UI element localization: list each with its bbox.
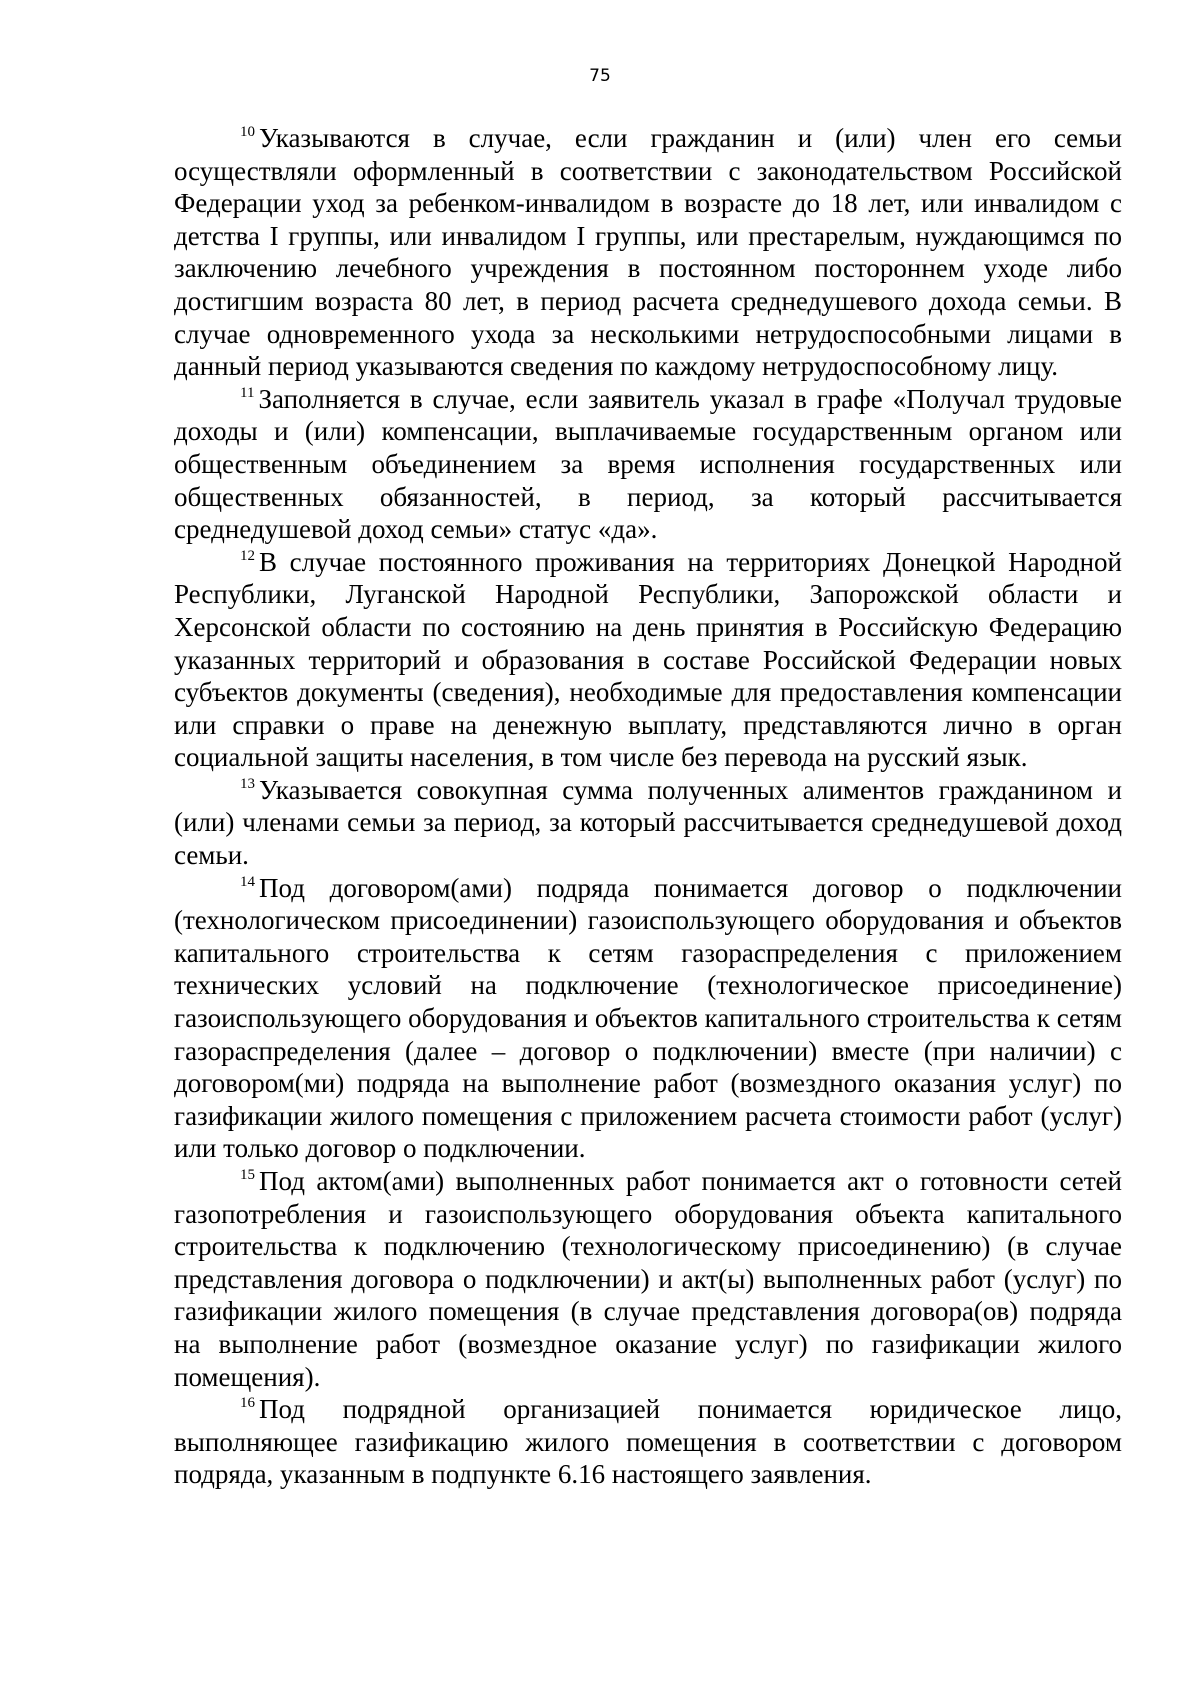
footnote-marker: 10 — [240, 124, 255, 140]
footnote-marker: 12 — [240, 547, 255, 564]
footnote-text: В случае постоянного проживания на территориях Донецкой Народной Республики, Луганской Народной Республики, Запорожской области и Херсонской области по состоянию на день принятия в Российскую Федерацию указанных территорий и образования в составе Российской Федерации новых субъектов документы (сведения), необходимые для предоставления компенсации или справки о праве на денежную выплату, представляются лично в орган социальной защиты населения, в том числе без перевода на русский язык. — [174, 546, 1122, 773]
footnote-marker: 16 — [240, 1395, 255, 1412]
footnote-marker: 11 — [240, 384, 255, 401]
footnote-16 — [174, 1393, 1122, 1491]
footnote-15 — [174, 1165, 1122, 1393]
footnote-text: Под подрядной организацией понимается юридическое лицо, выполняющее газификацию жилого помещения в соответствии с договором подряда, указанным в подпункте 6.16 настоящего заявления. — [174, 1394, 1122, 1490]
footnote-13 — [174, 774, 1122, 872]
footnote-text: Под актом(ами) выполненных работ понимается акт о готовности сетей газопотребления и газоиспользующего оборудования объекта капитального строительства к подключению (технологическому присоединению) (в случае представления договора о подключении) и акт(ы) выполненных работ (услуг) по газификации жилого помещения (в случае представления договора(ов) подряда на выполнение работ (возмездное оказание услуг) по газификации жилого помещения). — [174, 1166, 1122, 1392]
footnote-text: Указывается совокупная сумма полученных алиментов гражданином и (или) членами семьи за период, за который рассчитывается среднедушевой доход семьи. — [174, 774, 1122, 871]
footnote-11 — [174, 383, 1122, 546]
page-number: 75 — [589, 66, 611, 86]
footnotes-list — [174, 122, 1122, 1491]
footnote-text: Заполняется в случае, если заявитель указал в графе «Получал трудовые доходы и (или) компенсации, выплачиваемые государственным органом или общественным объединением за время исполнения государственных или общественных обязанностей, в период, за который рассчитывается среднедушевой доход семьи» статус «да». — [174, 383, 1122, 545]
footnote-marker: 14 — [240, 873, 255, 890]
footnote-12 — [174, 546, 1122, 774]
footnote-14 — [174, 872, 1122, 1165]
footnote-marker: 15 — [240, 1167, 255, 1183]
footnote-text: Указываются в случае, если гражданин и (или) член его семьи осуществляли оформленный в соответствии с законодательством Российской Федерации уход за ребенком-инвалидом в возрасте до 18 лет, или инвалидом с детства I группы, или инвалидом I группы, или престарелым, нуждающимся по заключению лечебного учреждения в постоянном постороннем уходе либо достигшим возраста 80 лет, в период расчета среднедушевого дохода семьи. В случае одновременного ухода за несколькими нетрудоспособными лицами в данный период указываются сведения по каждому нетрудоспособному лицу. — [174, 123, 1122, 382]
footnote-text: Под договором(ами) подряда понимается договор о подключении (технологическом присоединении) газоиспользующего оборудования и объектов капитального строительства к сетям газораспределения с приложением технических условий на подключение (технологическое присоединение) газоиспользующего оборудования и объектов капитального строительства к сетям газораспределения (далее – договор о подключении) вместе (при наличии) с договором(ми) подряда на выполнение работ (возмездного оказания услуг) по газификации жилого помещения с приложением расчета стоимости работ (услуг) или только договор о подключении. — [174, 872, 1122, 1164]
footnote-marker: 13 — [240, 775, 255, 792]
footnote-10 — [174, 122, 1122, 383]
